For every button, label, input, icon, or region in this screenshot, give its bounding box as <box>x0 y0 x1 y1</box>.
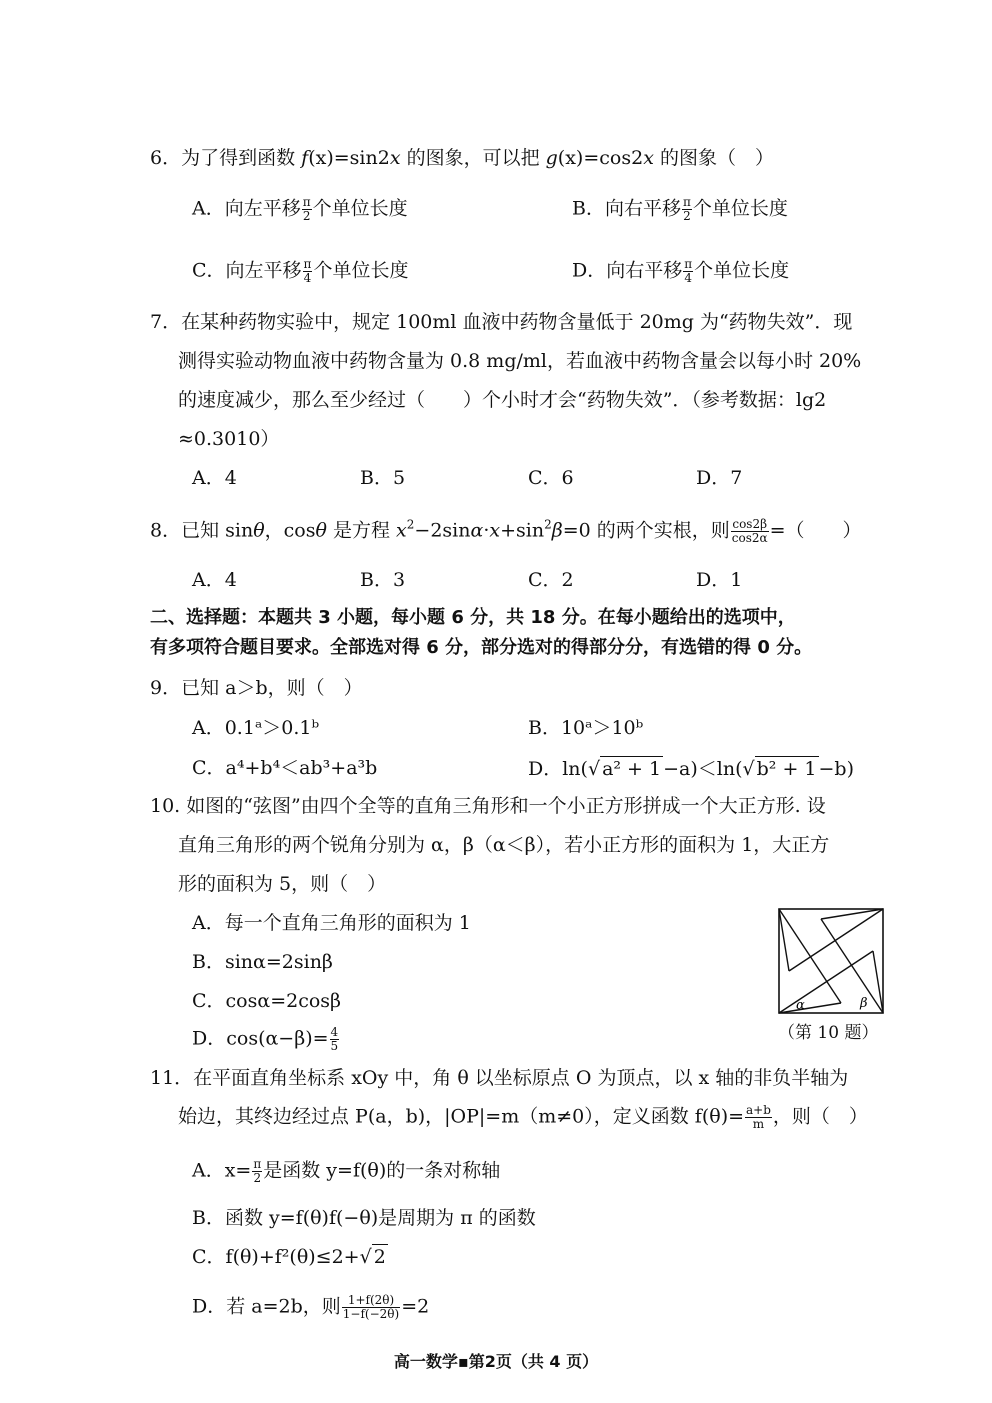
q10-option-a: A．每一个直角三角形的面积为 1 <box>192 912 471 934</box>
q11-option-a: A．x= $\frac{\pi}{2}$ 是函数 y=f(θ)的一条对称轴 <box>192 1157 501 1185</box>
q7-line-1: 7．在某种药物实验中，规定 100ml 血液中药物含量低于 20mg 为“药物失效”．现 <box>150 311 853 333</box>
q7-option-c: C．6 <box>528 467 574 489</box>
page-footer: 高一数学▪第2页（共 4 页） <box>393 1352 599 1371</box>
figure-caption: （第 10 题） <box>778 1023 879 1043</box>
q7-option-b: B．5 <box>360 467 406 489</box>
q11-line-2: 始边，其终边经过点 P(a，b)，|OP|=m（m≠0），定义函数 f(θ)= $\frac{a+b}{m}$ ，则（ ） <box>178 1103 868 1131</box>
q8-option-d: D．1 <box>696 569 743 591</box>
q7-line-4: ≈0.3010） <box>178 428 280 450</box>
q9-option-b: B．10ᵃ＞10ᵇ <box>528 717 644 739</box>
q10-option-c: C．cosα=2cosβ <box>192 990 342 1012</box>
q9-option-c: C．a⁴+b⁴＜ab³+a³b <box>192 757 378 779</box>
q8-option-a: A．4 <box>192 569 237 591</box>
q10-option-d: D．cos(α−β)= $\frac{4}{5}$ <box>192 1025 339 1053</box>
xian-diagram-figure <box>778 908 884 1014</box>
fig-alpha-label: α <box>796 998 805 1013</box>
q9-stem: 9．已知 a＞b，则（ ） <box>150 677 363 699</box>
q6-option-d: D．向右平移 $\frac{\pi}{4}$ 个单位长度 <box>572 257 790 285</box>
q9-option-a: A．0.1ᵃ＞0.1ᵇ <box>192 717 320 739</box>
fig-beta-label: β <box>860 996 868 1011</box>
q7-option-d: D．7 <box>696 467 743 489</box>
q7-option-a: A．4 <box>192 467 237 489</box>
q11-line-1: 11．在平面直角坐标系 xOy 中，角 θ 以坐标原点 O 为顶点，以 x 轴的非负半轴为 <box>150 1067 849 1089</box>
q11-option-d: D．若 a=2b，则 $\frac{1+f(2\theta)}{1-f(-2\theta)}$ =2 <box>192 1293 430 1321</box>
q10-line-1: 10. 如图的“弦图”由四个全等的直角三角形和一个小正方形拼成一个大正方形. 设 <box>150 795 826 817</box>
q7-line-3: 的速度减少，那么至少经过（ ）个小时才会“药物失效”．（参考数据：lg2 <box>178 389 827 411</box>
q8-option-c: C．2 <box>528 569 574 591</box>
q10-line-3: 形的面积为 5，则（ ） <box>178 873 387 895</box>
q11-option-b: B．函数 y=f(θ)f(−θ)是周期为 π 的函数 <box>192 1207 536 1229</box>
q6-option-b: B．向右平移 $\frac{\pi}{2}$ 个单位长度 <box>572 195 788 223</box>
q10-line-2: 直角三角形的两个锐角分别为 α，β（α＜β），若小正方形的面积为 1，大正方 <box>178 834 830 856</box>
q11-option-c: C．f(θ)+f²(θ)≤2+√ 2 <box>192 1246 386 1268</box>
section-2-heading-line-2: 有多项符合题目要求。全部选对得 6 分，部分选对的得部分分，有选错的得 0 分。 <box>150 637 813 658</box>
q10-option-b: B．sinα=2sinβ <box>192 951 333 973</box>
q7-line-2: 测得实验动物血液中药物含量为 0.8 mg/ml，若血液中药物含量会以每小时 20% <box>178 350 862 372</box>
q6-option-a: A．向左平移 $\frac{\pi}{2}$ 个单位长度 <box>192 195 408 223</box>
q9-option-d: D．ln(√ a² + 1 −a)＜ln(√ b² + 1 −b) <box>528 758 854 780</box>
q6-option-c: C．向左平移 $\frac{\pi}{4}$ 个单位长度 <box>192 257 409 285</box>
q6-stem: 6．为了得到函数 f(x)=sin2x 的图象，可以把 g(x)=cos2x 的图象（ ） <box>150 147 774 169</box>
q8-stem: 8．已知 sinθ，cosθ 是方程 $x^2-2\sin\alpha\cdot x+\sin^2\beta=0$ 的两个实根，则 $\frac{\cos 2\beta}{\cos 2\alpha}$ =（ ） <box>150 517 862 545</box>
section-2-heading-line-1: 二、选择题：本题共 3 小题，每小题 6 分，共 18 分。在每小题给出的选项中， <box>150 607 796 628</box>
q8-option-b: B．3 <box>360 569 406 591</box>
